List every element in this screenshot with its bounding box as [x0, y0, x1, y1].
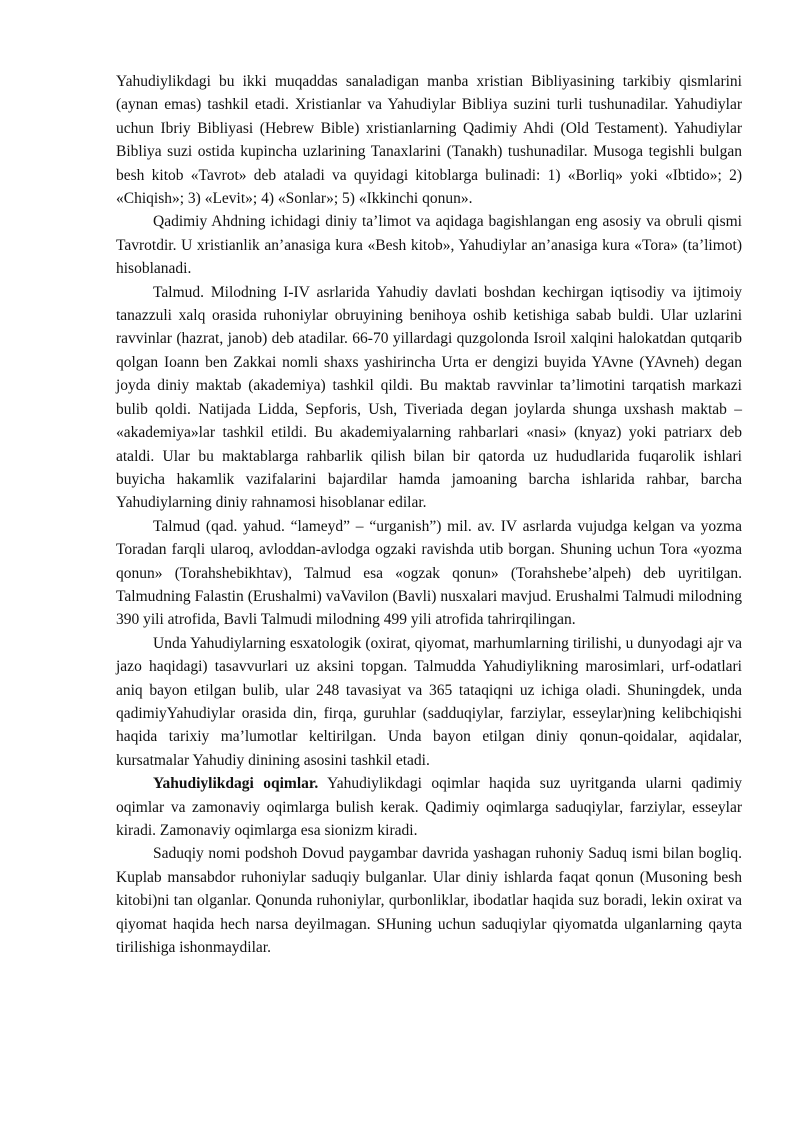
paragraph-talmud-content — [116, 632, 742, 772]
paragraph-currents — [116, 772, 742, 842]
section-heading: Yahudiylikdagi oqimlar. — [153, 775, 319, 793]
paragraph-saduqiy — [116, 842, 742, 959]
paragraph-talmud-history — [116, 281, 742, 515]
paragraph-text: Yahudiylikdagi bu ikki muqaddas sanaladigan manba xristian Bibliyasining tarkibiy qismlarini (aynan emas) tashkil etadi. Xristianlar va Yahudiylar Bibliya suzini turli tushunadilar. Yahudiylar uchun Ibriy Bibliyasi (Hebrew Bible) xristianlarning Qadimiy Ahdi (Old Testament). Yahudiylar Bibliya suzi ostida kupincha uzlarining Tanaxlarini (Tanakh) tushunadilar. Musoga tegishli bulgan besh kitob «Tavrot» deb ataladi va quyidagi kitoblarga bulinadi: 1) «Borliq» yoki «Ibtido»; 2) «Chiqish»; 3) «Levit»; 4) «Sonlar»; 5) «Ikkinchi qonun». — [116, 73, 742, 208]
paragraph-text: Saduqiy nomi podshoh Dovud paygambar davrida yashagan ruhoniy Saduq ismi bilan bogliq. Kuplab mansabdor ruhoniylar saduqiy bulganlar. Ular diniy ishlarda faqat qonun (Musoning besh kitobi)ni tan olganlar. Qonunda ruhoniylar, qurbonliklar, ibodatlar haqida suz boradi, lekin oxirat va qiyomat haqida hech narsa deyilmagan. SHuning uchun saduqiylar qiyomatda ulganlarning qayta tirilishiga ishonmaydilar. — [116, 845, 742, 957]
paragraph-text: Talmud. Milodning I-IV asrlarida Yahudiy davlati boshdan kechirgan iqtisodiy va ijtimoiy tanazzuli xalq orasida ruhoniylar obruyining benihoya oshib ketishiga sabab buldi. Ular uzlarini ravvinlar (hazrat, janob) deb atadilar. 66-70 yillardagi quzgolonda Isroil xalqini halokatdan qutqarib qolgan Ioann ben Zakkai nomli shaxs yashirincha Urta er dengizi buyida YAvne (YAvneh) degan joyda diniy maktab (akademiya) tashkil qildi. Bu maktab ravvinlar ta’limotini tarqatish markazi bulib qoldi. Natijada Lidda, Sepforis, Ush, Tiveriada degan joylarda shunga uxshash maktab – «akademiya»lar tashkil etildi. Bu akademiyalarning rahbarlari «nasi» (knyaz) yoki patriarx deb ataldi. Ular bu maktablarga rahbarlik qilish bilan bir qatorda uz hududlarida fuqarolik ishlari buyicha hakamlik vazifalarini bajardilar hamda jamoaning barcha ishlarida rahbar, barcha Yahudiylarning diniy rahnamosi hisoblanar edilar. — [116, 283, 742, 512]
paragraph-bible-parts — [116, 70, 742, 210]
document-page — [116, 70, 742, 959]
paragraph-tavrot — [116, 210, 742, 280]
paragraph-text: Qadimiy Ahdning ichidagi diniy ta’limot va aqidaga bagishlangan eng asosiy va obruli qismi Tavrotdir. U xristianlik an’anasiga kura «Besh kitob», Yahudiylar an’anasiga kura «Tora» (ta’limot) hisoblanadi. — [116, 213, 742, 278]
paragraph-text: Unda Yahudiylarning esxatologik (oxirat, qiyomat, marhumlarning tirilishi, u dunyodagi ajr va jazo haqidagi) tasavvurlari uz aksini topgan. Talmudda Yahudiylikning marosimlari, urf-odatlari aniq bayon etilgan bulib, ular 248 tavasiyat va 365 tataqiqni uz ichiga oladi. Shuningdek, unda qadimiyYahudiylar orasida din, firqa, guruhlar (sadduqiylar, farziylar, esseylar)ning kelibchiqishi haqida tarixiy ma’lumotlar keltirilgan. Unda bayon etilgan diniy qonun-qoidalar, aqidalar, kursatmalar Yahudiy dinining asosini tashkil etadi. — [116, 634, 742, 769]
paragraph-text: Yahudiylikdagi oqimlar haqida suz uyritganda ularni qadimiy oqimlar va zamonaviy oqimlarga bulish kerak. Qadimiy oqimlarga saduqiylar, farziylar, esseylar kiradi. Zamonaviy oqimlarga esa sionizm kiradi. — [116, 775, 742, 839]
paragraph-text: Talmud (qad. yahud. “lameyd” – “urganish”) mil. av. IV asrlarda vujudga kelgan va yozma Toradan farqli ularoq, avloddan-avlodga ogzaki ravishda utib borgan. Shuning uchun Tora «yozma qonun» (Torahshebikhtav), Talmud esa «ogzak qonun» (Torahshebe’alpeh) deb uyritilgan. Talmudning Falastin (Erushalmi) vaVavilon (Bavli) nusxalari mavjud. Erushalmi Talmudi milodning 390 yili atrofida, Bavli Talmudi milodning 499 yili atrofida tahrirqilingan. — [116, 517, 742, 629]
paragraph-talmud-definition — [116, 515, 742, 632]
